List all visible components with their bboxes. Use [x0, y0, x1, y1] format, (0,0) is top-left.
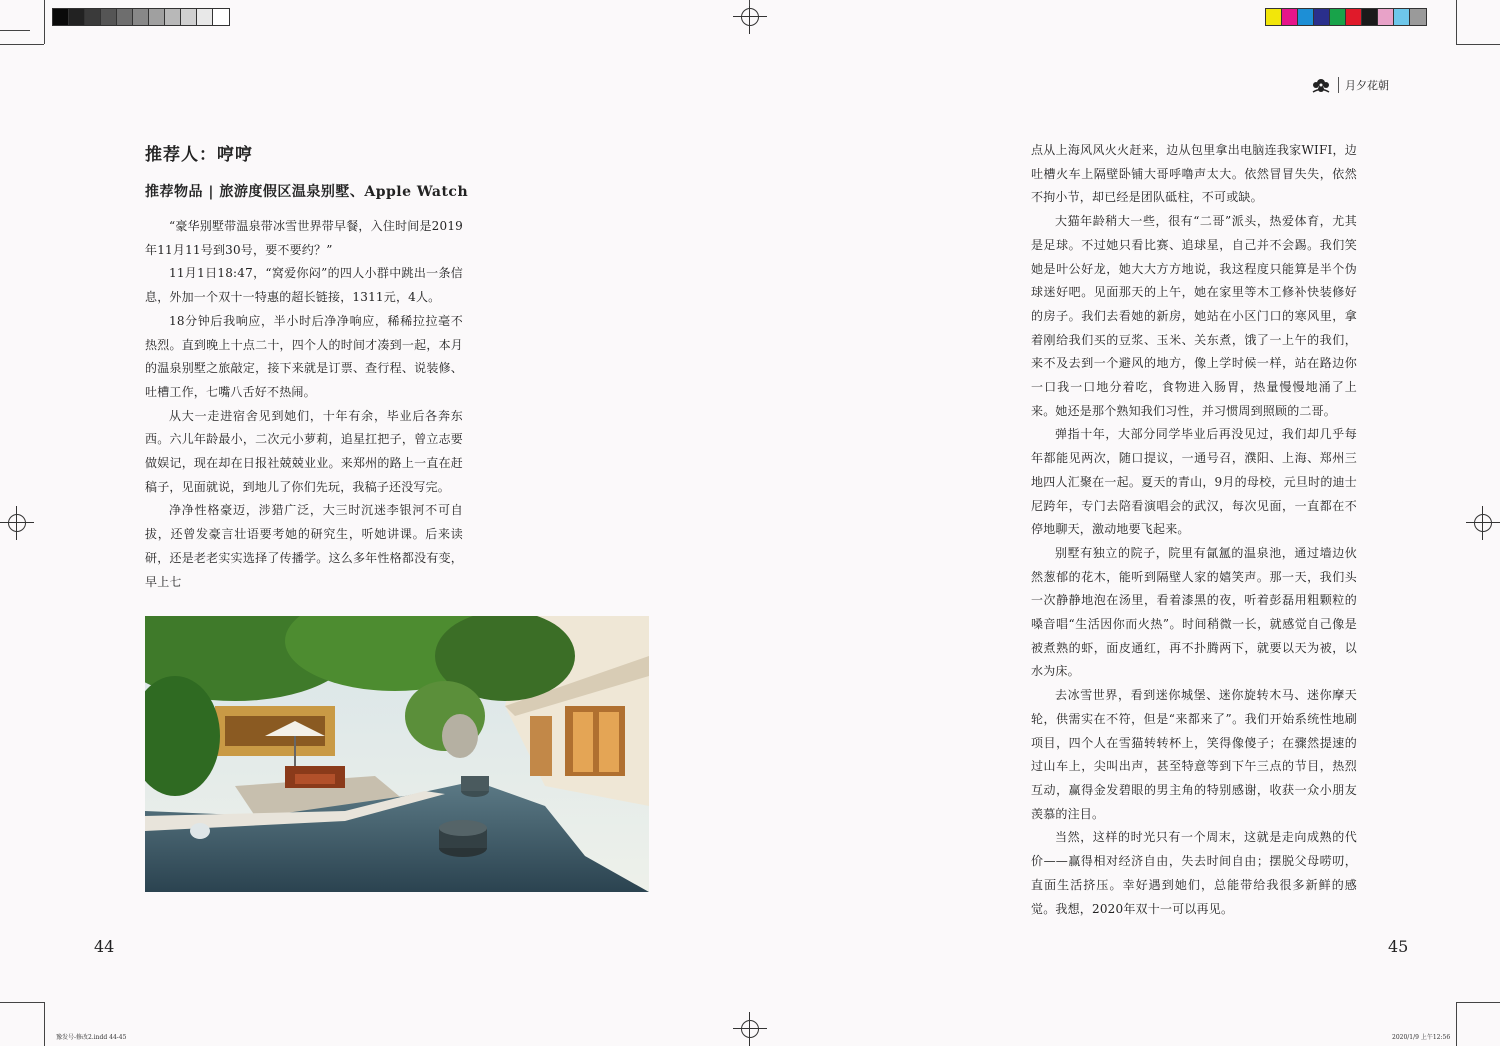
color-swatch [1314, 9, 1330, 25]
crop-mark [1456, 1002, 1500, 1003]
file-info: 豫发号-修改2.indd 44-45 [56, 1034, 127, 1041]
paragraph: “豪华别墅带温泉带冰雪世界带早餐，入住时间是2019年11月11号到30号，要不要约？” [145, 219, 463, 257]
crop-mark [1456, 44, 1500, 45]
color-swatch [1378, 9, 1394, 25]
color-bar [1265, 8, 1427, 26]
crop-mark [44, 0, 45, 44]
page-number-left: 44 [94, 937, 115, 956]
grayscale-bar [52, 8, 230, 26]
section-label: 月夕花朝 [1345, 79, 1389, 92]
grayscale-swatch [69, 9, 85, 25]
crop-mark [1456, 0, 1457, 44]
paragraph: 弹指十年，大部分同学毕业后再没见过，我们却几乎每年都能见两次，随口提议，一通号召，濮阳、上海、郑州三地四人汇聚在一起。夏天的青山，9月的母校，元旦时的迪士尼跨年，专门去陪看演唱会的武汉，每次见面，一直都在不停地聊天，激动地要飞起来。 [1031, 427, 1357, 537]
grayscale-swatch [101, 9, 117, 25]
article-title: 推荐人：哼哼 [145, 145, 253, 165]
registration-mark-right [1466, 506, 1500, 540]
paragraph: 从大一走进宿舍见到她们，十年有余，毕业后各奔东西。六儿年龄最小，二次元小萝莉，追星扛把子，曾立志要做娱记，现在却在日报社兢兢业业。来郑州的路上一直在赶稿子，见面就说，到地儿了你们先玩，我稿子还没写完。 [145, 408, 463, 494]
crop-mark [44, 1002, 45, 1046]
grayscale-swatch [165, 9, 181, 25]
grayscale-swatch [213, 9, 229, 25]
header-separator [1338, 77, 1339, 93]
article-subtitle: 推荐物品 | 旅游度假区温泉别墅、Apple Watch [145, 184, 469, 200]
color-swatch [1266, 9, 1282, 25]
crop-mark [1456, 1002, 1457, 1046]
grayscale-swatch [85, 9, 101, 25]
crop-mark [0, 44, 44, 45]
grayscale-swatch [117, 9, 133, 25]
paragraph: 别墅有独立的院子，院里有氤氲的温泉池，通过墙边伙然葱郁的花木，能听到隔壁人家的嬉笑声。那一天，我们头一次静静地泡在汤里，看着漆黑的夜，听着彭磊用粗颗粒的嗓音唱“生活因你而火热”。时间稍微一长，就感觉自己像是被煮熟的虾，面皮通红，再不扑腾两下，就要以天为被，以水为床。 [1031, 545, 1357, 679]
paragraph: 点从上海风风火火赶来，边从包里拿出电脑连我家WIFI，边吐槽火车上隔壁卧铺大哥呼噜声太大。依然冒冒失失，依然不拘小节，却已经是团队砥柱，不可或缺。 [1031, 143, 1357, 205]
paragraph: 净净性格豪迈，涉猎广泛，大三时沉迷李银河不可自拔，还曾发豪言壮语要考她的研究生，听她讲课。后来读研，还是老老实实选择了传播学。这么多年性格都没有变，早上七 [145, 503, 463, 589]
color-swatch [1410, 9, 1426, 25]
grayscale-swatch [53, 9, 69, 25]
paragraph: 大猫年龄稍大一些，很有“二哥”派头，热爱体育，尤其是足球。不过她只看比赛、追球星，自己并不会踢。我们笑她是叶公好龙，她大大方方地说，我这程度只能算是半个伪球迷好吧。见面那天的上午，她在家里等木工修补快装修好的房子。我们去看她的新房，她站在小区门口的寒风里，拿着刚给我们买的豆浆、玉米、关东煮，饿了一上午的我们，来不及去到一个避风的地方，像上学时候一样，站在路边你一口我一口地分着吃，食物进入肠胃，热量慢慢地涌了上来。她还是那个熟知我们习性，并习惯周到照顾的二哥。 [1031, 214, 1357, 418]
left-column-text [145, 215, 463, 594]
grayscale-swatch [149, 9, 165, 25]
paragraph: 18分钟后我响应，半小时后净净响应，稀稀拉拉毫不热烈。直到晚上十点二十，四个人的时间才凑到一起，本月的温泉别墅之旅敲定，接下来就是订票、查行程、说装修、吐槽工作，七嘴八舌好不热闹。 [145, 313, 463, 399]
registration-mark-top [733, 0, 767, 34]
color-swatch [1298, 9, 1314, 25]
color-swatch [1282, 9, 1298, 25]
center-line-top [749, 0, 750, 6]
paragraph: 去冰雪世界，看到迷你城堡、迷你旋转木马、迷你摩天轮，供需实在不符，但是“来都来了”。我们开始系统性地刷项目，四个人在雪猫转转杯上，笑得像傻子；在骤然提速的过山车上，尖叫出声，甚至特意等到下午三点的节目，热烈互动，赢得金发碧眼的男主角的特别感谢，收获一众小朋友羡慕的注目。 [1031, 688, 1357, 821]
section-header [1310, 74, 1389, 96]
registration-mark-left [0, 506, 34, 540]
paragraph: 11月1日18:47，“窝爱你闷”的四人小群中跳出一条信息，外加一个双十一特惠的超长链接，1311元，4人。 [145, 266, 463, 305]
grayscale-swatch [181, 9, 197, 25]
grayscale-swatch [133, 9, 149, 25]
right-column-text [1031, 139, 1357, 921]
registration-mark-bottom [733, 1012, 767, 1046]
crop-mark [0, 1002, 44, 1003]
color-swatch [1346, 9, 1362, 25]
color-swatch [1362, 9, 1378, 25]
color-swatch [1330, 9, 1346, 25]
crop-mark [0, 30, 30, 31]
villa-courtyard-photo [145, 616, 649, 892]
grayscale-swatch [197, 9, 213, 25]
photo-illustration [145, 616, 649, 892]
page-number-right: 45 [1388, 937, 1409, 956]
color-swatch [1394, 9, 1410, 25]
paragraph: 当然，这样的时光只有一个周末，这就是走向成熟的代价——赢得相对经济自由，失去时间自由；摆脱父母唠叨，直面生活挤压。幸好遇到她们，总能带给我很多新鲜的感觉。我想，2020年双十一可以再见。 [1031, 830, 1357, 916]
timestamp: 2020/1/9 上午12:56 [1392, 1034, 1451, 1041]
flower-icon [1310, 74, 1332, 96]
